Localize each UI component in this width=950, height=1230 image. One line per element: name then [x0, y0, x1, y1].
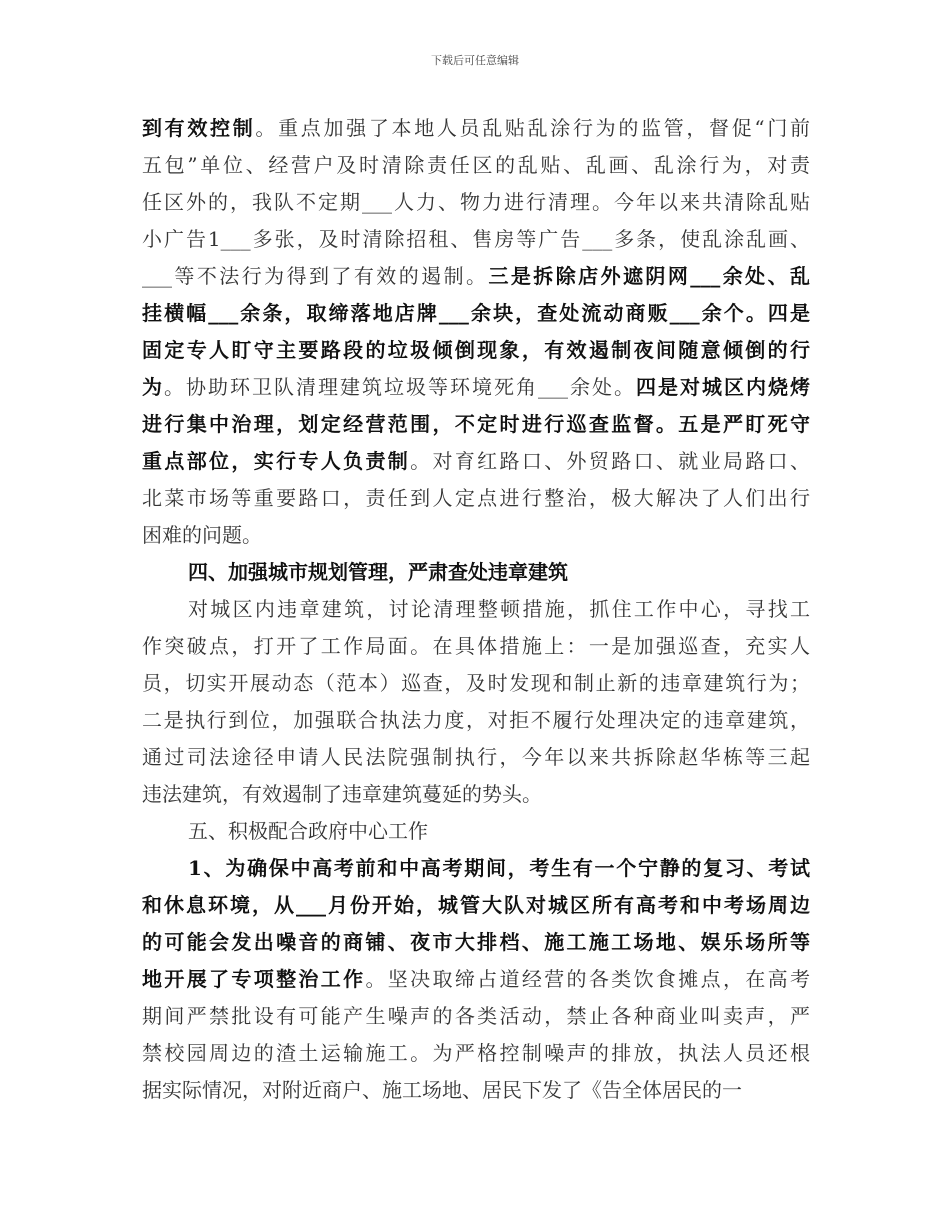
bold-text: 进行集中治理，划定经营范围，不定时进行巡查监督。五是严盯死守	[142, 412, 810, 436]
bold-text: 四是对城区内烧烤	[636, 375, 810, 399]
bold-text: 和休息环境，从___月份开始，城管大队对城区所有高考和中考场周边	[142, 893, 810, 917]
bold-text: 三是拆除店外遮阴网___余处、乱	[488, 264, 811, 288]
body-text: 员，切实开展动态（范本）巡查，及时发现和制止新的违章建筑行为；	[142, 671, 810, 695]
body-text: 五包”单位、经营户及时清除责任区的乱贴、乱画、乱涂行为，对责	[142, 153, 810, 177]
text-line	[142, 517, 810, 554]
body-text: 通过司法途径申请人民法院强制执行，今年以来共拆除赵华栋等三起	[142, 745, 810, 769]
body-text: 任区外的，我队不定期___人力、物力进行清理。今年以来共清除乱贴	[142, 190, 810, 214]
text-line	[142, 443, 810, 480]
body-text: 禁校园周边的渣土运输施工。为严格控制噪声的排放，执法人员还根	[142, 1041, 810, 1065]
text-line	[142, 739, 810, 776]
body-text: 。对育红路口、外贸路口、就业局路口、	[410, 449, 811, 473]
text-line	[142, 961, 810, 998]
text-line	[142, 702, 810, 739]
bold-text: 固定专人盯守主要路段的垃圾倾倒现象，有效遏制夜间随意倾倒的行	[142, 338, 810, 362]
bold-text: 地开展了专项整治工作	[142, 967, 366, 991]
body-text: 。协助环卫队清理建筑垃圾等环境死角___余处。	[164, 375, 636, 399]
body-text: 。坚决取缔占道经营的各类饮食摊点，在高考	[365, 967, 811, 991]
document-body	[142, 110, 810, 1109]
text-line	[142, 776, 810, 813]
body-text: 二是执行到位，加强联合执法力度，对拒不履行处理决定的违章建筑，	[142, 708, 810, 732]
text-line	[142, 591, 810, 628]
text-line	[142, 110, 810, 147]
body-text: 作突破点，打开了工作局面。在具体措施上：一是加强巡查，充实人	[142, 634, 810, 658]
body-text: 。重点加强了本地人员乱贴乱涂行为的监管，督促“门前	[255, 116, 811, 140]
text-line	[142, 258, 810, 295]
body-text: 期间严禁批设有可能产生噪声的各类活动，禁止各种商业叫卖声，严	[142, 1004, 810, 1028]
text-line	[142, 332, 810, 369]
text-line	[142, 887, 810, 924]
text-line	[142, 369, 810, 406]
body-text: 据实际情况，对附近商户、施工场地、居民下发了《告全体居民的一	[142, 1078, 742, 1102]
text-line	[142, 998, 810, 1035]
bold-text: 四、加强城市规划管理，严肃查处违章建筑	[188, 560, 568, 584]
body-text: 对城区内违章建筑，讨论清理整顿措施，抓住工作中心，寻找工	[188, 597, 810, 621]
text-line	[142, 1072, 810, 1109]
section-heading	[142, 813, 810, 850]
page-header: 下载后可任意编辑	[431, 54, 519, 67]
text-line	[142, 480, 810, 517]
body-text: 小广告1___多张，及时清除招租、售房等广告___多条，使乱涂乱画、	[142, 227, 810, 251]
text-line	[142, 295, 810, 332]
bold-text: 挂横幅___余条，取缔落地店牌___余块，查处流动商贩___余个。四是	[142, 301, 810, 325]
text-line	[142, 665, 810, 702]
section-heading	[142, 554, 810, 591]
body-text: ___等不法行为得到了有效的遏制。	[142, 264, 489, 288]
body-text: 违法建筑，有效遏制了违章建筑蔓延的势头。	[142, 782, 542, 806]
text-line	[142, 924, 810, 961]
text-line	[142, 406, 810, 443]
bold-text: 1、为确保中高考前和中高考期间，考生有一个宁静的复习、考试	[188, 856, 810, 880]
text-line	[142, 850, 810, 887]
bold-text: 到有效控制	[142, 116, 256, 140]
body-text: 北菜市场等重要路口，责任到人定点进行整治，极大解决了人们出行	[142, 486, 810, 510]
body-text: 困难的问题。	[142, 523, 262, 547]
text-line	[142, 147, 810, 184]
text-line	[142, 184, 810, 221]
bold-text: 为	[142, 375, 164, 399]
body-text: 五、积极配合政府中心工作	[188, 819, 428, 843]
bold-text: 重点部位，实行专人负责制	[142, 449, 411, 473]
text-line	[142, 1035, 810, 1072]
bold-text: 的可能会发出噪音的商铺、夜市大排档、施工施工场地、娱乐场所等	[142, 930, 810, 954]
text-line	[142, 221, 810, 258]
text-line	[142, 628, 810, 665]
